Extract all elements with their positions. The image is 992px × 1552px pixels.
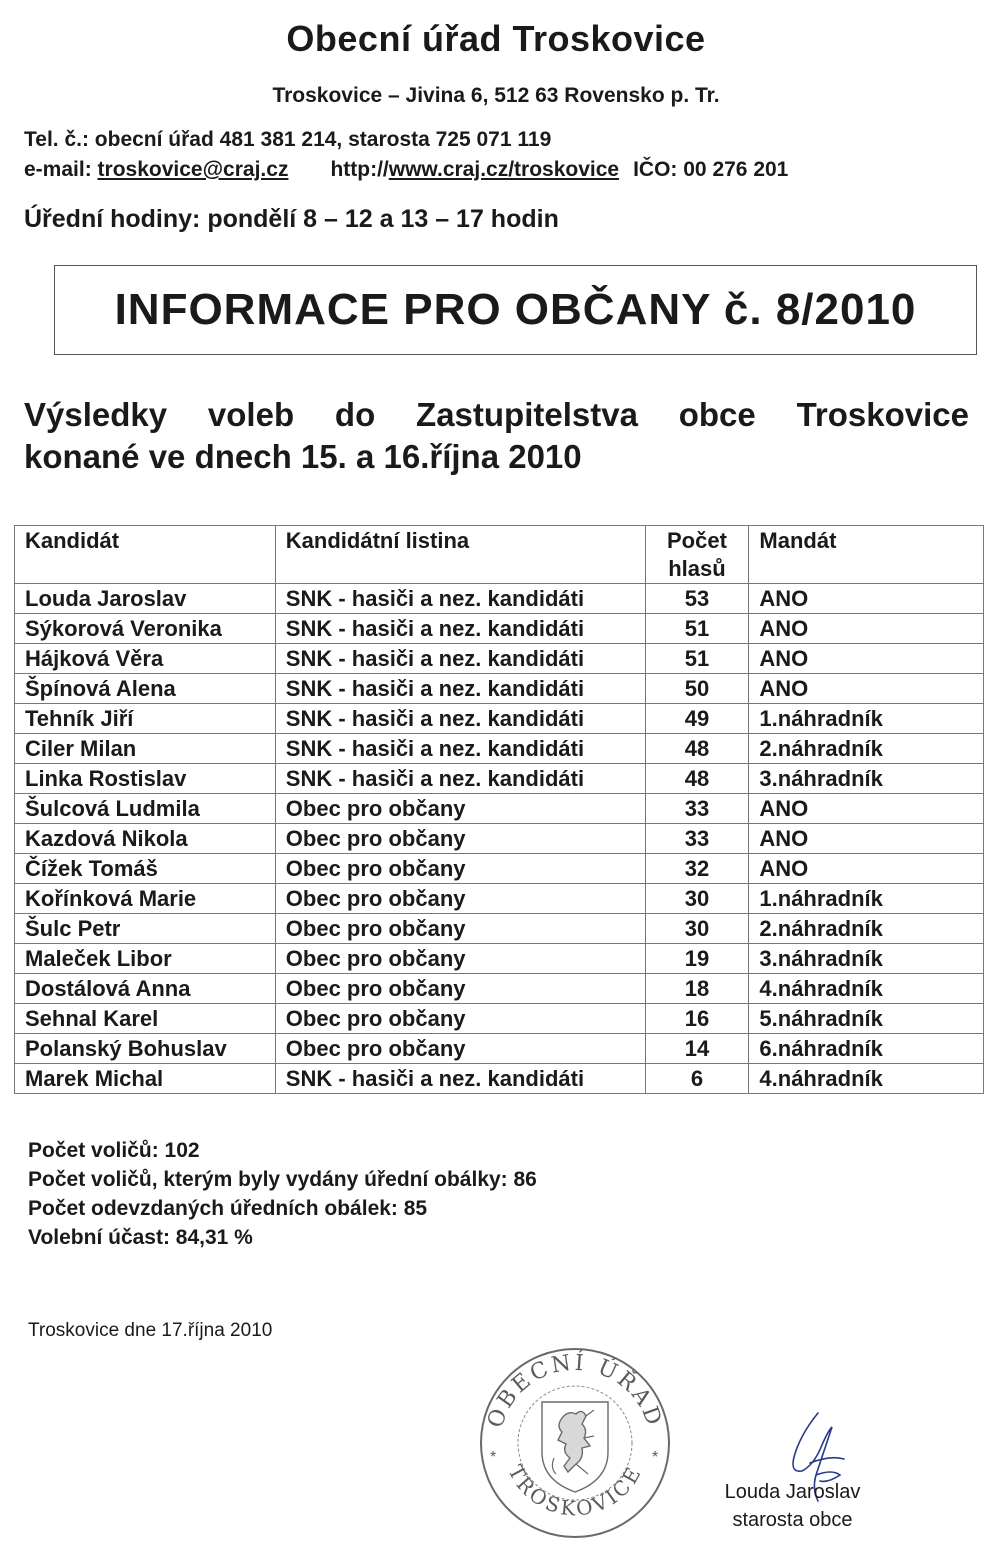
results-title-word: voleb: [207, 396, 295, 433]
seal-star-right: *: [652, 1449, 659, 1466]
cell-votes: 53: [645, 584, 749, 614]
header-votes-line1: Počet: [667, 528, 727, 553]
cell-list: SNK - hasiči a nez. kandidáti: [275, 644, 645, 674]
cell-list: Obec pro občany: [275, 854, 645, 884]
cell-mandate: 5.náhradník: [749, 1004, 984, 1034]
table-row: [15, 704, 984, 734]
election-stats: [28, 1136, 537, 1252]
cell-candidate: Ciler Milan: [15, 734, 276, 764]
results-title-word: Troskovice: [796, 396, 969, 433]
table-row: [15, 794, 984, 824]
table-row: [15, 584, 984, 614]
cell-list: Obec pro občany: [275, 914, 645, 944]
cell-candidate: Sýkorová Veronika: [15, 614, 276, 644]
cell-list: Obec pro občany: [275, 944, 645, 974]
cell-candidate: Hájková Věra: [15, 644, 276, 674]
office-address: Troskovice – Jivina 6, 512 63 Rovensko p. Tr.: [272, 84, 720, 107]
cell-candidate: Sehnal Karel: [15, 1004, 276, 1034]
cell-votes: 48: [645, 764, 749, 794]
cell-list: SNK - hasiči a nez. kandidáti: [275, 1064, 645, 1094]
cell-mandate: 6.náhradník: [749, 1034, 984, 1064]
cell-candidate: Dostálová Anna: [15, 974, 276, 1004]
cell-list: SNK - hasiči a nez. kandidáti: [275, 764, 645, 794]
email-label: e-mail:: [24, 158, 98, 181]
cell-votes: 33: [645, 824, 749, 854]
cell-votes: 30: [645, 884, 749, 914]
cell-mandate: 2.náhradník: [749, 734, 984, 764]
header-mandate: Mandát: [749, 526, 984, 584]
cell-candidate: Linka Rostislav: [15, 764, 276, 794]
cell-votes: 51: [645, 644, 749, 674]
cell-list: SNK - hasiči a nez. kandidáti: [275, 614, 645, 644]
results-title-word: obce: [678, 396, 756, 433]
cell-mandate: ANO: [749, 794, 984, 824]
table-row: [15, 1034, 984, 1064]
signer-block: [700, 1478, 885, 1534]
cell-candidate: Kořínková Marie: [15, 884, 276, 914]
cell-mandate: ANO: [749, 824, 984, 854]
cell-list: Obec pro občany: [275, 824, 645, 854]
table-row: [15, 974, 984, 1004]
cell-mandate: 1.náhradník: [749, 884, 984, 914]
cell-mandate: ANO: [749, 644, 984, 674]
cell-mandate: 4.náhradník: [749, 1064, 984, 1094]
cell-mandate: 3.náhradník: [749, 944, 984, 974]
cell-list: Obec pro občany: [275, 884, 645, 914]
seal-star-left: *: [490, 1449, 497, 1466]
cell-list: SNK - hasiči a nez. kandidáti: [275, 584, 645, 614]
cell-candidate: Maleček Libor: [15, 944, 276, 974]
notice-title-box: [54, 265, 977, 355]
table-row: [15, 644, 984, 674]
table-row: [15, 1064, 984, 1094]
cell-votes: 19: [645, 944, 749, 974]
table-row: [15, 764, 984, 794]
header-list: Kandidátní listina: [275, 526, 645, 584]
cell-list: Obec pro občany: [275, 1004, 645, 1034]
results-title: [24, 394, 969, 478]
cell-votes: 16: [645, 1004, 749, 1034]
cell-list: Obec pro občany: [275, 1034, 645, 1064]
stat-envelopes-issued: Počet voličů, kterým byly vydány úřední obálky: 86: [28, 1168, 537, 1191]
email-link[interactable]: troskovice@craj.cz: [97, 158, 289, 181]
cell-candidate: Čížek Tomáš: [15, 854, 276, 884]
office-title: Obecní úřad Troskovice: [286, 18, 706, 59]
cell-votes: 18: [645, 974, 749, 1004]
cell-candidate: Šulc Petr: [15, 914, 276, 944]
stat-envelopes-returned: Počet odevzdaných úředních obálek: 85: [28, 1197, 428, 1220]
notice-title: INFORMACE PRO OBČANY č. 8/2010: [114, 285, 917, 334]
cell-mandate: ANO: [749, 674, 984, 704]
stat-turnout: Volební účast: 84,31 %: [28, 1226, 253, 1249]
official-seal-stamp: [470, 1340, 680, 1540]
seal-bottom-text: TROSKOVICE: [503, 1460, 647, 1521]
cell-mandate: ANO: [749, 614, 984, 644]
web-link[interactable]: www.craj.cz/troskovice: [388, 158, 620, 181]
table-row: [15, 944, 984, 974]
table-row: [15, 1004, 984, 1034]
ico-number: IČO: 00 276 201: [633, 158, 789, 181]
results-title-line2: konané ve dnech 15. a 16.října 2010: [24, 438, 582, 475]
cell-candidate: Louda Jaroslav: [15, 584, 276, 614]
cell-votes: 14: [645, 1034, 749, 1064]
signer-role: starosta obce: [732, 1509, 853, 1531]
header-votes: [645, 526, 749, 584]
cell-candidate: Kazdová Nikola: [15, 824, 276, 854]
table-row: [15, 734, 984, 764]
phone-line: Tel. č.: obecní úřad 481 381 214, starosta 725 071 119: [24, 128, 552, 151]
results-table: [14, 525, 984, 1094]
results-title-word: do: [334, 396, 376, 433]
cell-list: Obec pro občany: [275, 794, 645, 824]
cell-mandate: ANO: [749, 584, 984, 614]
cell-votes: 51: [645, 614, 749, 644]
place-date: Troskovice dne 17.října 2010: [28, 1320, 273, 1341]
cell-candidate: Špínová Alena: [15, 674, 276, 704]
cell-votes: 49: [645, 704, 749, 734]
cell-votes: 48: [645, 734, 749, 764]
cell-list: SNK - hasiči a nez. kandidáti: [275, 734, 645, 764]
cell-list: SNK - hasiči a nez. kandidáti: [275, 704, 645, 734]
cell-votes: 50: [645, 674, 749, 704]
table-row: [15, 674, 984, 704]
table-row: [15, 614, 984, 644]
cell-votes: 6: [645, 1064, 749, 1094]
cell-votes: 33: [645, 794, 749, 824]
web-prefix: http://: [330, 158, 389, 181]
cell-candidate: Tehník Jiří: [15, 704, 276, 734]
table-row: [15, 854, 984, 884]
results-title-line1: [24, 394, 969, 436]
cell-mandate: 1.náhradník: [749, 704, 984, 734]
cell-votes: 30: [645, 914, 749, 944]
cell-mandate: 4.náhradník: [749, 974, 984, 1004]
cell-mandate: ANO: [749, 854, 984, 884]
table-header-row: [15, 526, 984, 584]
stat-voters: Počet voličů: 102: [28, 1139, 200, 1162]
coat-of-arms-lion-icon: [542, 1402, 608, 1492]
results-title-word: Zastupitelstva: [416, 396, 638, 433]
cell-mandate: 3.náhradník: [749, 764, 984, 794]
email-web-line: [24, 158, 788, 182]
header-votes-line2: hlasů: [668, 556, 726, 581]
cell-votes: 32: [645, 854, 749, 884]
office-hours: Úřední hodiny: pondělí 8 – 12 a 13 – 17 hodin: [24, 205, 559, 233]
cell-candidate: Marek Michal: [15, 1064, 276, 1094]
cell-list: SNK - hasiči a nez. kandidáti: [275, 674, 645, 704]
cell-candidate: Polanský Bohuslav: [15, 1034, 276, 1064]
cell-list: Obec pro občany: [275, 974, 645, 1004]
signer-name: Louda Jaroslav: [724, 1481, 861, 1503]
header-candidate: Kandidát: [15, 526, 276, 584]
cell-candidate: Šulcová Ludmila: [15, 794, 276, 824]
table-row: [15, 914, 984, 944]
table-row: [15, 884, 984, 914]
seal-top-text: OBECNÍ ÚŘAD: [483, 1350, 667, 1432]
results-title-word: Výsledky: [24, 396, 168, 433]
table-row: [15, 824, 984, 854]
cell-mandate: 2.náhradník: [749, 914, 984, 944]
